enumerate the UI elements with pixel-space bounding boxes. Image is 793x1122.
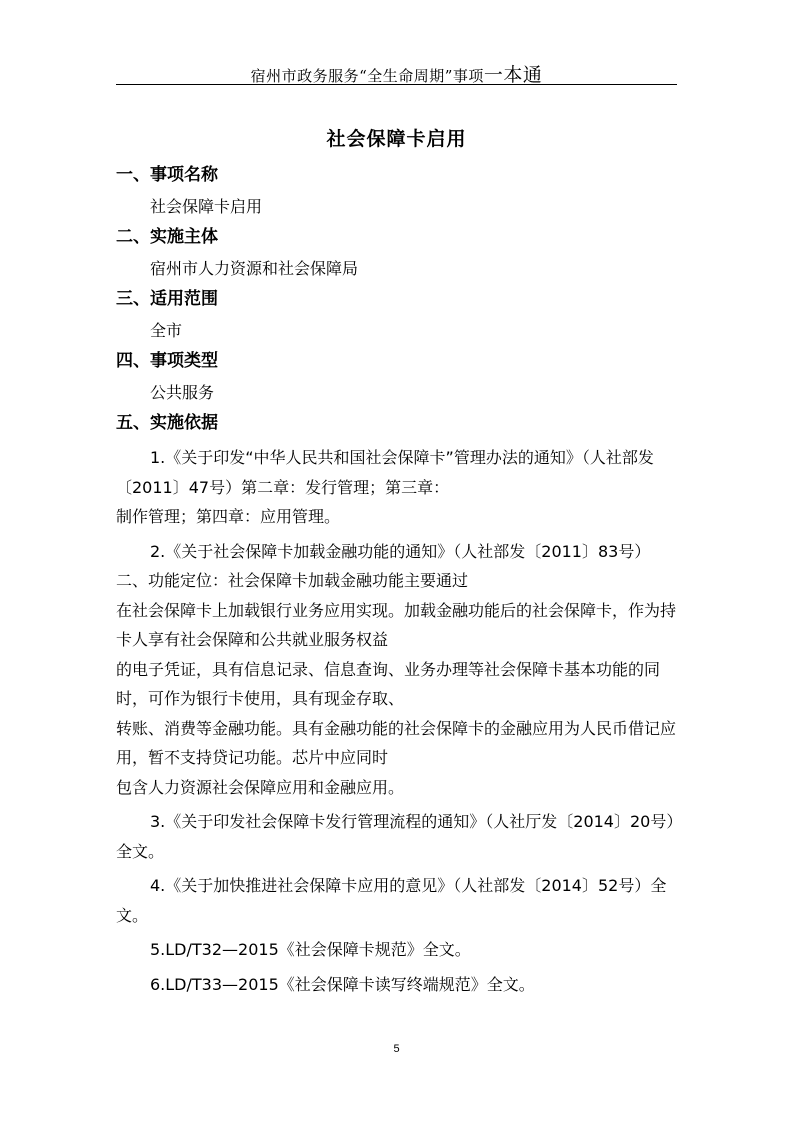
basis-item-1-continuation: 制作管理；第四章：应用管理。 — [116, 507, 341, 526]
basis-item-2-continuation: 的电子凭证，具有信息记录、信息查询、业务办理等社会保障卡基本功能的同时，可作为银行卡使用，具有现金存取、 — [116, 659, 661, 708]
header-big-text: 一本通 — [483, 64, 543, 86]
section-value: 宿州市人力资源和社会保障局 — [150, 259, 359, 278]
document-body — [116, 160, 678, 999]
basis-item-1: 1.《关于印发“中华人民共和国社会保障卡”管理办法的通知》（人社部发〔2011〕47号）第二章：发行管理；第三章： — [116, 448, 654, 497]
section-type — [116, 346, 678, 408]
section-value: 社会保障卡启用 — [150, 197, 263, 216]
section-heading: 一、事项名称 — [116, 165, 218, 185]
basis-item-6: 6.LD/T33—2015《社会保障卡读写终端规范》全文。 — [150, 974, 535, 994]
section-heading: 四、事项类型 — [116, 351, 218, 371]
section-item-name — [116, 160, 678, 222]
basis-item-3: 3.《关于印发社会保障卡发行管理流程的通知》（人社厅发〔2014〕20号）全文。 — [116, 812, 675, 861]
basis-item-2: 2.《关于社会保障卡加载金融功能的通知》（人社部发〔2011〕83号）二、功能定位：社会保障卡加载金融功能主要通过 — [116, 541, 651, 590]
section-heading: 三、适用范围 — [116, 289, 218, 309]
basis-item-2-continuation: 转账、消费等金融功能。具有金融功能的社会保障卡的金融应用为人民币借记应用，暂不支持贷记功能。芯片中应同时 — [116, 718, 677, 767]
section-value: 公共服务 — [150, 383, 215, 402]
section-implementer — [116, 222, 678, 284]
section-basis — [116, 408, 678, 999]
section-heading: 二、实施主体 — [116, 227, 218, 247]
header-small-text: 宿州市政务服务“全生命周期”事项 — [250, 67, 484, 85]
section-scope — [116, 284, 678, 346]
basis-item-5: 5.LD/T32—2015《社会保障卡规范》全文。 — [150, 940, 471, 959]
basis-list — [116, 443, 678, 999]
section-value: 全市 — [150, 321, 183, 340]
header-rule — [116, 84, 677, 85]
running-header — [0, 60, 793, 87]
page-number: 5 — [393, 1043, 400, 1055]
basis-item-4: 4.《关于加快推进社会保障卡应用的意见》（人社部发〔2014〕52号）全文。 — [116, 876, 667, 925]
page-title: 社会保障卡启用 — [326, 128, 467, 150]
basis-item-2-continuation: 包含人力资源社会保障应用和金融应用。 — [116, 777, 405, 797]
basis-item-2-continuation: 在社会保障卡上加载银行业务应用实现。加载金融功能后的社会保障卡，作为持卡人享有社会保障和公共就业服务权益 — [116, 600, 677, 649]
section-heading: 五、实施依据 — [116, 413, 218, 433]
